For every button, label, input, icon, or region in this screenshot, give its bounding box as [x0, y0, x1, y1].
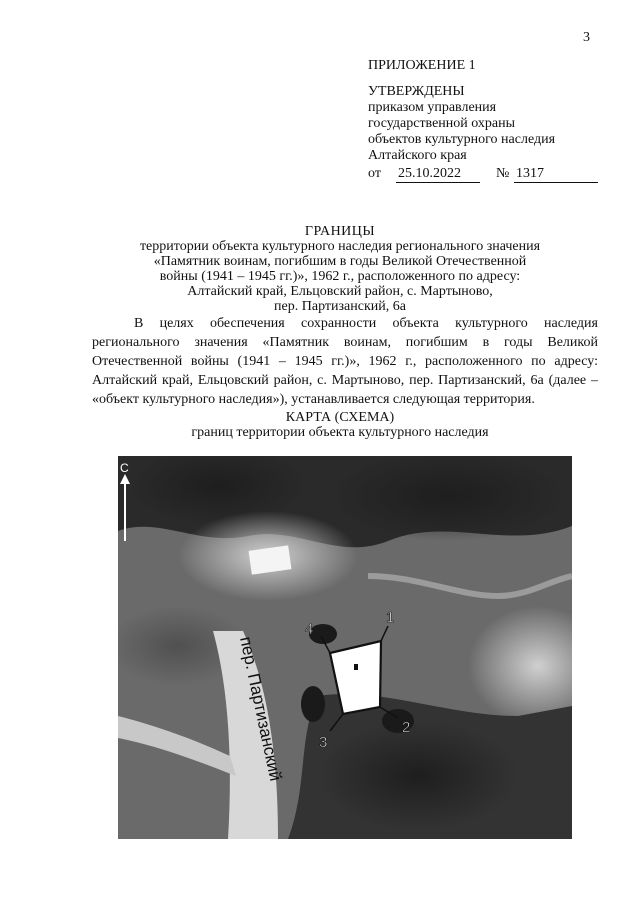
appendix-label: ПРИЛОЖЕНИЕ 1	[368, 58, 476, 73]
order-number: 1317	[514, 166, 598, 183]
approval-line: приказом управления	[368, 100, 497, 115]
approval-line: объектов культурного наследия	[368, 132, 556, 147]
map-scheme	[118, 456, 572, 839]
point-label-3: 3	[319, 734, 328, 751]
approved-label: УТВЕРЖДЕНЫ	[368, 84, 465, 99]
document-heading	[40, 224, 640, 314]
point-label-4: 4	[305, 621, 314, 638]
map-subtitle: границ территории объекта культурного наследия	[191, 425, 489, 440]
heading-line: Алтайский край, Ельцовский район, с. Мартыново,	[187, 284, 493, 299]
map-title-block	[40, 410, 640, 440]
heading-line: войны (1941 – 1945 гг.)», 1962 г., расположенного по адресу:	[159, 269, 521, 284]
order-date: 25.10.2022	[396, 166, 480, 183]
point-label-2: 2	[402, 719, 411, 736]
approval-block	[368, 58, 618, 184]
north-label: С	[120, 461, 129, 475]
heading-title: ГРАНИЦЫ	[304, 224, 376, 239]
street-label: пер. Партизанский	[236, 634, 286, 783]
monument-marker	[354, 664, 358, 670]
tree-cluster	[318, 721, 518, 831]
bush	[301, 686, 325, 722]
approval-line: государственной охраны	[368, 116, 516, 131]
map-image	[118, 456, 572, 839]
heading-line: «Памятник воинам, погибшим в годы Великой Отечественной	[153, 254, 527, 269]
number-label: №	[496, 166, 510, 181]
body-paragraph	[92, 314, 598, 409]
point-label-1: 1	[386, 609, 395, 626]
from-label: от	[368, 166, 381, 181]
paragraph-text: В целях обеспечения сохранности объекта культурного наследия регионального значения «Памятник воинам, погибшим в годы Великой Отечественной войны (1941 – 1945 гг.)», 1962 г., расположенного по адресу: Алтайский край, Ельцовский район, с. Мартыново, пер. Партизанский, 6а (далее – «объект культурного наследия»), устанавливается следующая территория.	[92, 316, 598, 407]
heading-line: территории объекта культурного наследия регионального значения	[139, 239, 541, 254]
page-number: 3	[583, 30, 590, 45]
approval-line: Алтайского края	[368, 148, 467, 163]
map-title: КАРТА (СХЕМА)	[285, 410, 395, 425]
order-line	[368, 166, 618, 184]
heading-line: пер. Партизанский, 6а	[274, 299, 406, 314]
